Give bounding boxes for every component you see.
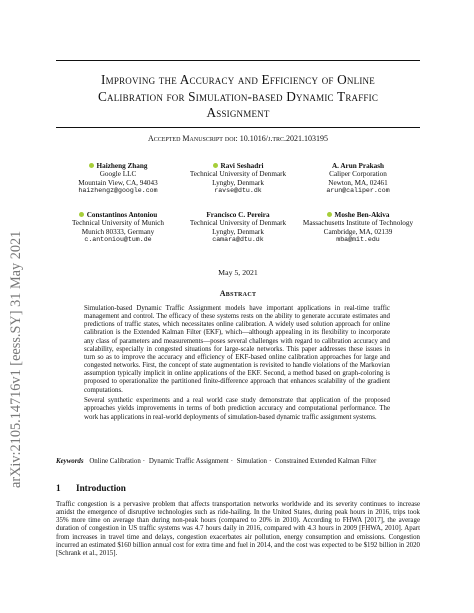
abstract-paragraph: Simulation-based Dynamic Traffic Assignment models have important applications in real-time traffic management and control. The efficacy of these systems rests on the ability to generate accurate estimates and predictions of traffic states, which necessitates online calibration. A widely used solution approach for online calibration is the Extended Kalman Filter (EKF), which—although appealing in its flexibility to incorporate any class of parameters and measurements—poses several challenges with regard to calibration accuracy and scalability, especially in congested situations for large-scale networks. This paper addresses these issues in turn so as to improve the accuracy and efficiency of EKF-based online calibration approaches for large and congested networks. First, the concept of state augmentation is revisited to handle violations of the Markovian assumption typically implicit in online applications of the EKF. Second, a method based on graph-coloring is proposed to operationalize the partitioned finite-difference approach that enhances scalability of the gradient computations. [84,305,390,394]
arxiv-stamp-text: arXiv:2105.14716v1 [eess.SY] 31 May 2021 [8,230,24,488]
author-location: Cambridge, MA, 02139 [323,227,393,236]
author-location: Mountain View, CA, 94043 [78,178,158,187]
author-email[interactable]: mba@mit.edu [336,236,380,244]
section-number: 1 [56,483,61,493]
keyword: Constrained Extended Kalman Filter [275,458,377,465]
author-affiliation: Caliper Corporation [329,170,387,179]
author-affiliation: Technical University of Denmark [189,219,287,228]
title-line: Calibration for Simulation-based Dynamic Traffic [97,88,379,104]
author-affiliation: Massachusetts Institute of Technology [302,219,414,228]
section-heading [56,483,420,493]
arxiv-identifier-stamp [4,150,26,490]
author-card: Moshe Ben-Akiva Massachusetts Institute of Technology Cambridge, MA, 02139 mba@mit.edu [296,211,420,245]
author-card: Francisco C. Pereira Technical University of Denmark Lyngby, Denmark camara@dtu.dk [176,211,300,245]
author-email[interactable]: camara@dtu.dk [212,236,264,244]
orcid-icon[interactable] [89,163,94,168]
author-location: Munich 80333, Germany [81,227,155,236]
publication-date: May 5, 2021 [218,268,258,277]
author-location: Lyngby, Denmark [212,178,264,187]
keyword: Online Calibration [89,458,141,465]
abstract-heading: Abstract [219,289,257,298]
author-email[interactable]: ravse@dtu.dk [214,187,262,195]
keywords-label: Keywords [56,458,84,465]
section-title: Introduction [76,483,126,493]
abstract-body [84,305,390,424]
keyword: Dynamic Traffic Assignment [148,458,229,465]
abstract-paragraph: Several synthetic experiments and a real world case study demonstrate that application of the proposed approaches yields improvements in terms of both prediction accuracy and computational performance. The work has applications in real-world deployments of simulation-based dynamic traffic assignment systems. [84,397,390,421]
orcid-icon[interactable] [213,163,218,168]
title-top-rule [56,60,420,61]
author-card: Constantinos Antoniou Technical University of Munich Munich 80333, Germany c.antoniou@tum.de [56,211,180,245]
author-card: Ravi Seshadri Technical University of Denmark Lyngby, Denmark ravse@dtu.dk [176,162,300,196]
intro-paragraph: Traffic congestion is a pervasive problem that affects transportation networks worldwide and its severity continues to increase amidst the emergence of disruptive technologies such as ride-hailing. In the United States, during peak hours in 2016, trips took 35% more time on average than during non-peak hours (compared to 20% in 2010). According to FHWA [2017], the average duration of congestion in US traffic systems was 4.7 hours daily in 2016, compared with 4.3 hours in 2009 [FHWA, 2010]. Apart from increases in travel time and delays, congestion exacerbates air pollution, energy consumption and emissions. Congestion incurred an estimated $160 billion annual cost for extra time and fuel in 2014, and the cost was expected to be $192 billion in 2020 [Schrank et al., 2015]. [56,501,420,557]
keyword: Simulation [236,458,267,465]
author-location: Lyngby, Denmark [212,227,264,236]
title-bottom-rule [56,127,420,128]
title-line: Improving the Accuracy and Efficiency of Online [101,72,375,87]
title-line: Assignment [206,105,270,121]
author-email[interactable]: c.antoniou@tum.de [84,236,152,244]
author-card: A. Arun Prakash Caliper Corporation Newton, MA, 02461 arun@caliper.com [296,162,420,196]
author-affiliation: Google LLC [99,170,137,179]
orcid-icon[interactable] [79,212,84,217]
accepted-manuscript-doi: Accepted Manuscript doi: 10.1016/j.trc.2021.103195 [147,134,328,143]
orcid-icon[interactable] [327,212,332,217]
author-affiliation: Technical University of Munich [72,219,164,228]
author-email[interactable]: arun@caliper.com [326,187,390,195]
author-email[interactable]: haizhengz@google.com [78,187,158,195]
introduction-body [56,501,420,558]
author-location: Newton, MA, 02461 [328,178,388,187]
paper-title [56,72,420,122]
author-affiliation: Technical University of Denmark [189,170,287,179]
keywords-line: Keywords Online Calibration · Dynamic Traffic Assignment · Simulation · Constrained Extended Kalman Filter [56,458,377,465]
author-card: Haizheng Zhang Google LLC Mountain View, CA, 94043 haizhengz@google.com [56,162,180,196]
